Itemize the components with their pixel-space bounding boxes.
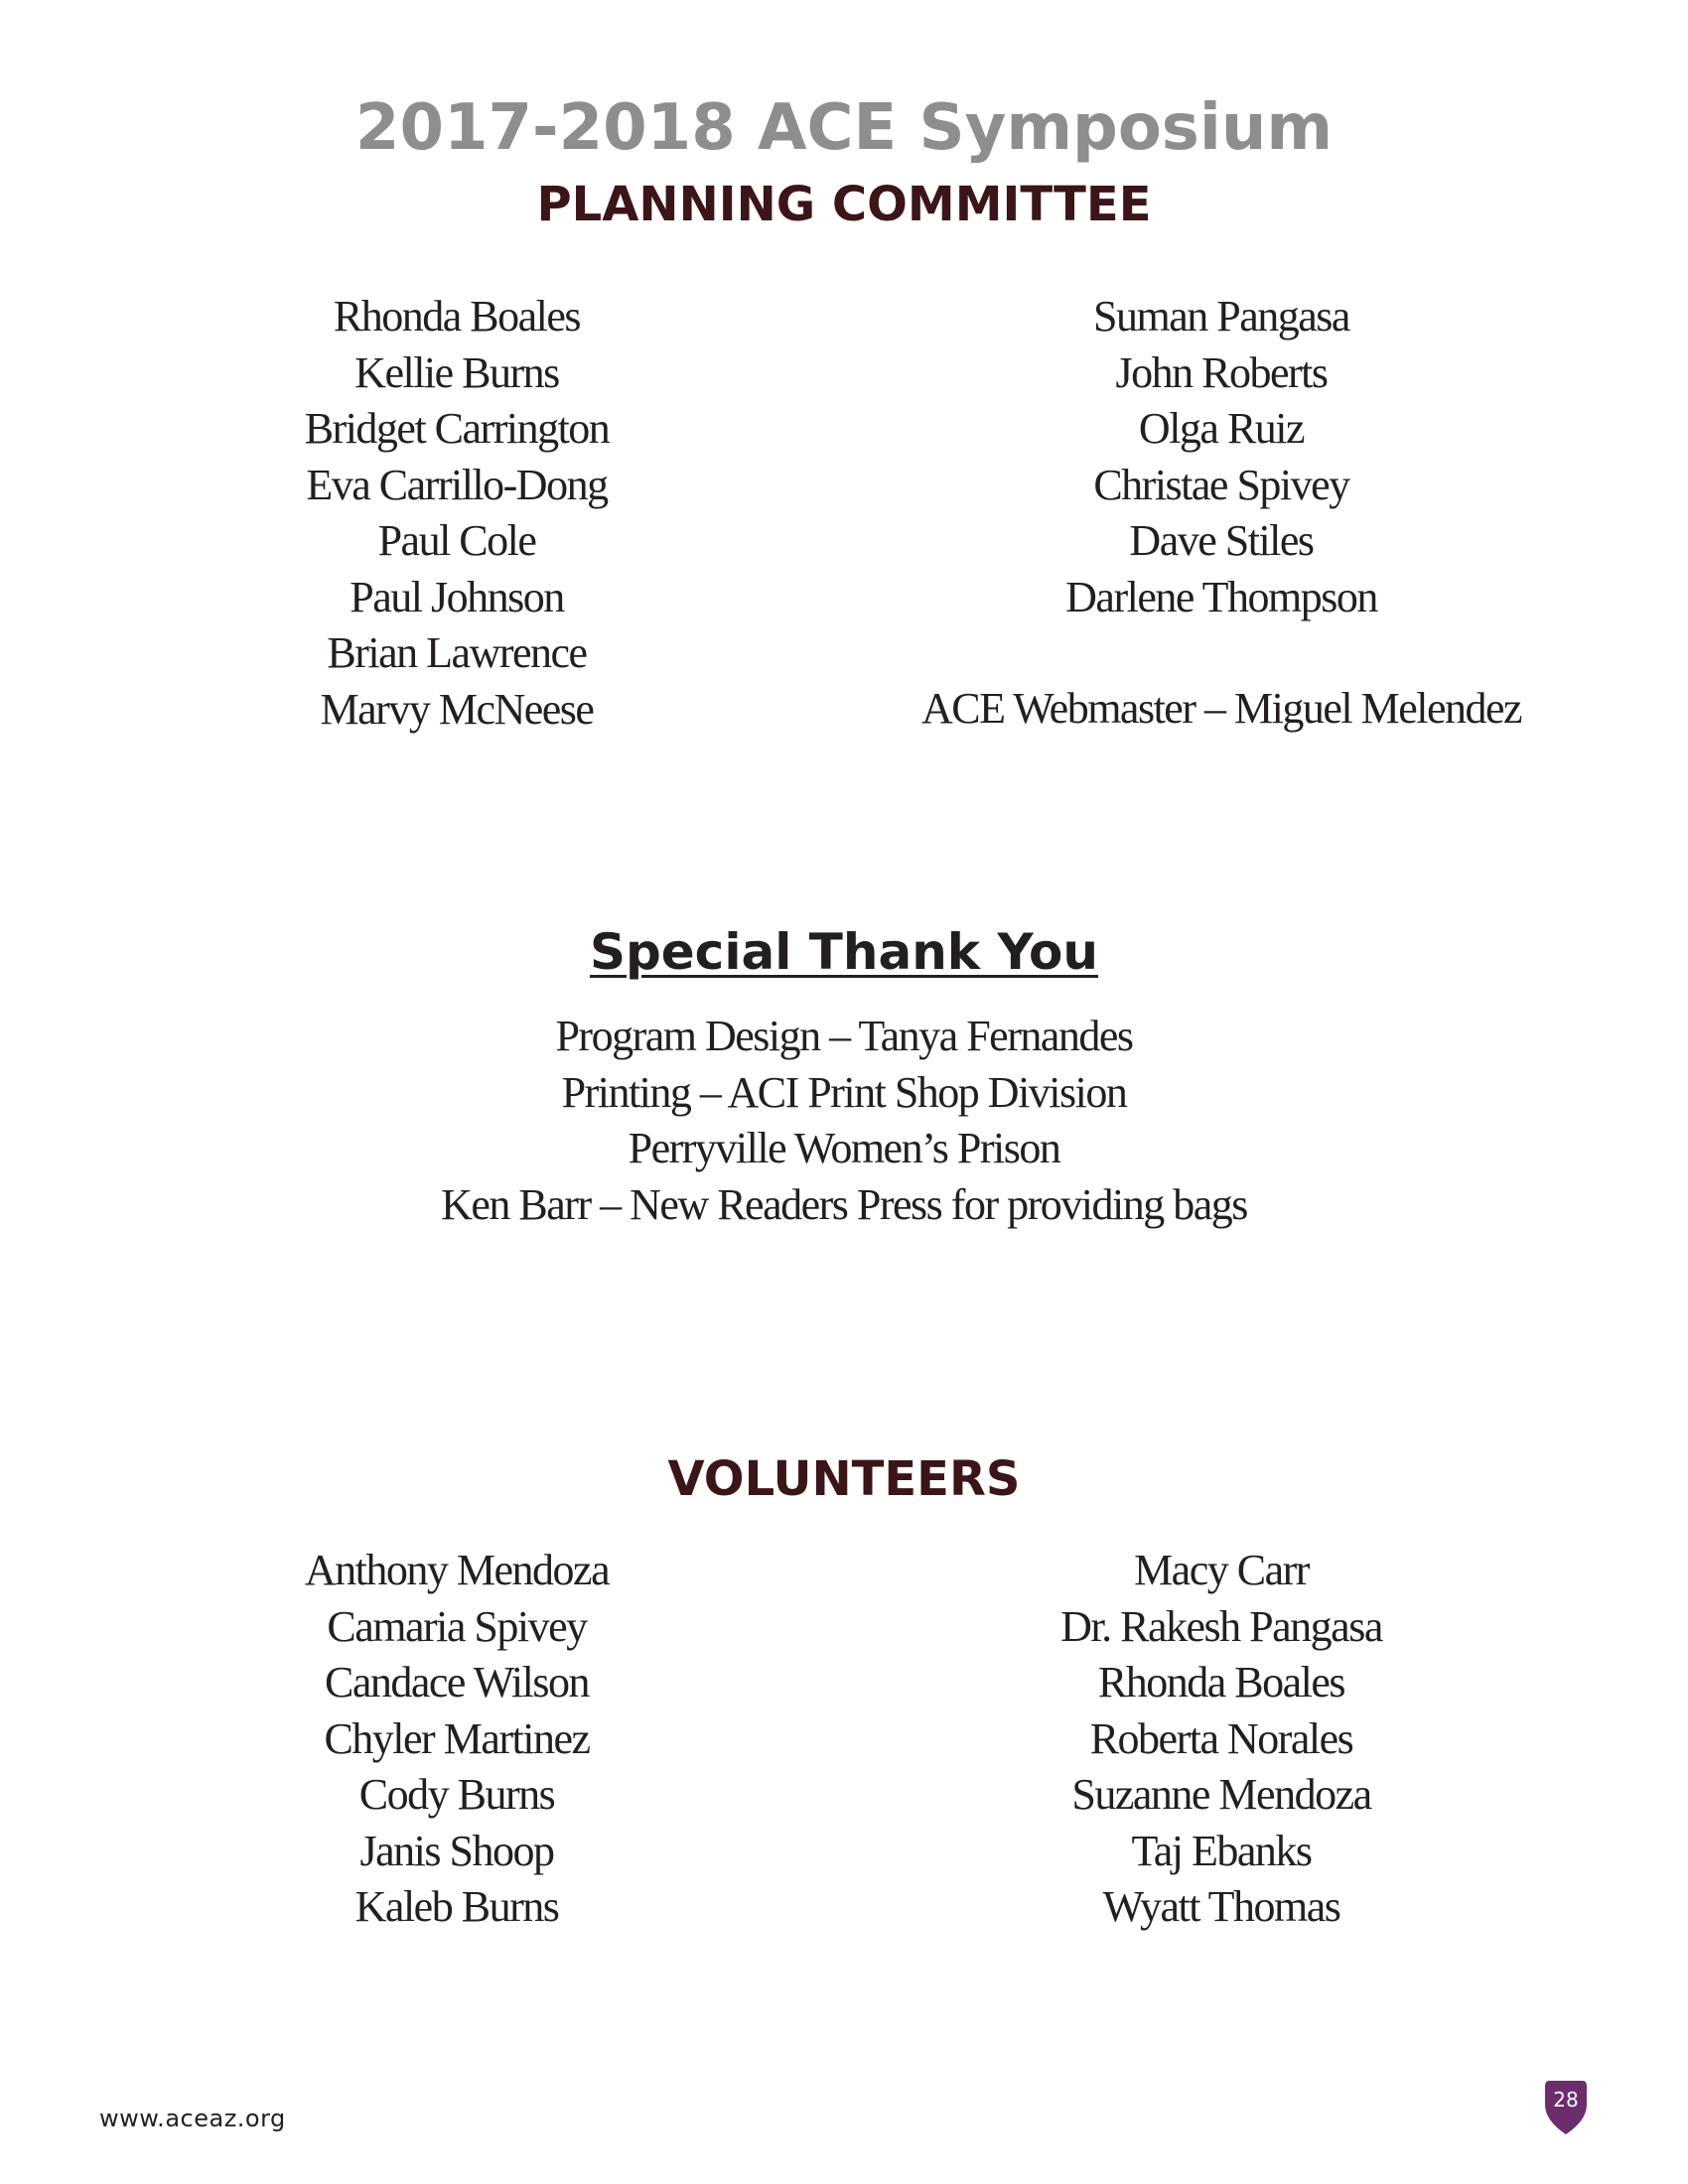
list-item: Marvy McNeese: [320, 684, 594, 734]
list-item: Suzanne Mendoza: [1071, 1770, 1371, 1819]
footer-website-link[interactable]: www.aceaz.org: [99, 2105, 286, 2132]
list-item: Ken Barr – New Readers Press for providing bags: [441, 1179, 1247, 1229]
list-item: Macy Carr: [1134, 1546, 1309, 1594]
planning-committee-left-list: [218, 289, 695, 738]
webmaster-credit: ACE Webmaster – Miguel Melendez: [920, 684, 1522, 733]
list-item: Rhonda Boales: [333, 292, 581, 341]
list-item: Roberta Norales: [1089, 1713, 1353, 1763]
list-item: Brian Lawrence: [327, 628, 587, 677]
list-item: Christae Spivey: [1093, 460, 1349, 509]
list-item: John Roberts: [1115, 347, 1328, 397]
list-item: Camaria Spivey: [327, 1601, 587, 1651]
list-item: Printing – ACI Print Shop Division: [561, 1067, 1127, 1117]
list-item: Olga Ruiz: [1138, 404, 1305, 453]
list-item: Rhonda Boales: [1097, 1658, 1345, 1706]
volunteers-left-list: [218, 1543, 695, 1936]
list-item: Eva Carrillo-Dong: [306, 460, 608, 509]
list-item: Suman Pangasa: [1093, 292, 1349, 341]
list-item: Dr. Rakesh Pangasa: [1060, 1601, 1382, 1651]
list-item: Janis Shoop: [359, 1826, 554, 1875]
list-item: Kaleb Burns: [354, 1882, 559, 1931]
list-item: Kellie Burns: [354, 347, 559, 397]
list-item: Chyler Martinez: [324, 1713, 590, 1763]
list-item: Anthony Mendoza: [304, 1546, 610, 1594]
list-item: Bridget Carrington: [304, 404, 610, 453]
list-item: Taj Ebanks: [1131, 1826, 1312, 1875]
planning-committee-right-list: [874, 289, 1569, 625]
list-item: Candace Wilson: [324, 1658, 589, 1706]
list-item: Darlene Thompson: [1065, 572, 1377, 621]
list-item: Paul Cole: [377, 516, 536, 565]
list-item: Cody Burns: [358, 1770, 555, 1819]
list-item: Wyatt Thomas: [1102, 1882, 1340, 1931]
volunteers-right-list: [874, 1543, 1569, 1936]
list-item: Dave Stiles: [1129, 516, 1314, 565]
list-item: Paul Johnson: [350, 572, 564, 621]
special-thanks-heading: Special Thank You: [589, 923, 1099, 981]
page-number: 28: [1553, 2088, 1579, 2112]
special-thanks-list: [0, 1009, 1688, 1233]
page-title: 2017-2018 ACE Symposium: [354, 91, 1334, 165]
planning-committee-heading: PLANNING COMMITTEE: [536, 177, 1152, 232]
list-item: Perryville Women’s Prison: [628, 1124, 1060, 1172]
volunteers-heading: VOLUNTEERS: [667, 1451, 1021, 1507]
list-item: Program Design – Tanya Fernandes: [555, 1012, 1133, 1060]
